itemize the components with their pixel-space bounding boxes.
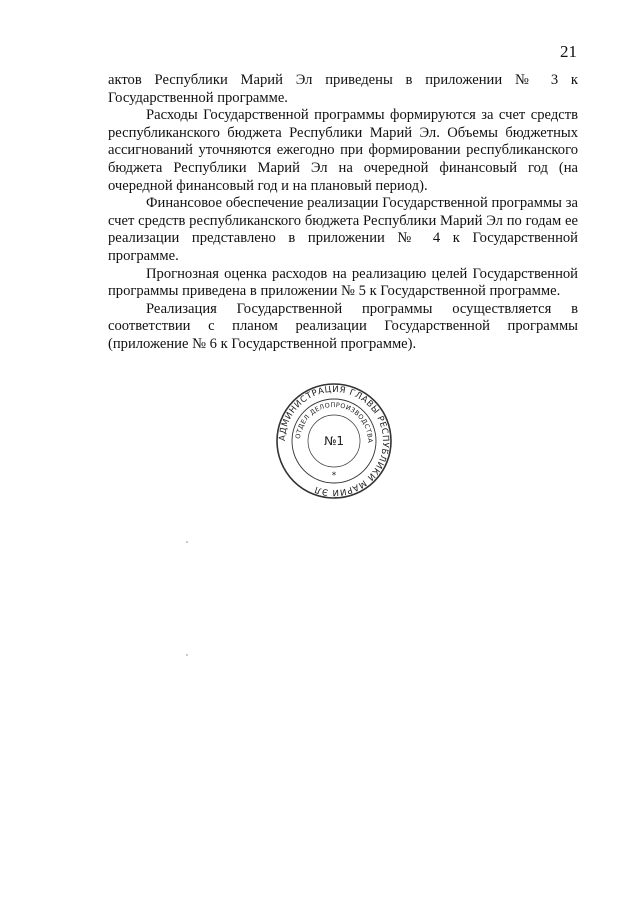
- official-stamp: [275, 382, 393, 500]
- scan-speck: [186, 541, 188, 543]
- paragraph: Реализация Государственной программы осуществляется в соответствии с планом реализации Государственной программы (приложение № 6 к Государственной программе).: [108, 300, 578, 352]
- document-body: [108, 72, 578, 354]
- paragraph: Расходы Государственной программы формируются за счет средств республиканского бюджета Республики Марий Эл. Объемы бюджетных ассигнований уточняются ежегодно при формировании республиканского бюджета Республики Марий Эл на очередной финансовый год (на очередной финансовый год и на плановый период).: [108, 107, 578, 194]
- paragraph: актов Республики Марий Эл приведены в приложении № 3 к Государственной программе.: [108, 72, 578, 106]
- stamp-center-number: №1: [323, 434, 345, 448]
- page-number: 21: [560, 42, 577, 61]
- stamp-star-icon: *: [331, 471, 337, 481]
- stamp-inner-text: ОТДЕЛ ДЕЛОПРОИЗВОДСТВА: [294, 400, 375, 444]
- paragraph: Прогнозная оценка расходов на реализацию целей Государственной программы приведена в приложении № 5 к Государственной программе.: [108, 265, 578, 300]
- stamp-outer-text: АДМИНИСТРАЦИЯ ГЛАВЫ РЕСПУБЛИКИ МАРИЙ ЭЛ: [277, 384, 391, 498]
- paragraph: Финансовое обеспечение реализации Государственной программы за счет средств республиканского бюджета Республики Марий Эл по годам ее реализации представлено в приложении № 4 к Государственной программе.: [108, 195, 578, 264]
- scan-speck: [186, 654, 188, 656]
